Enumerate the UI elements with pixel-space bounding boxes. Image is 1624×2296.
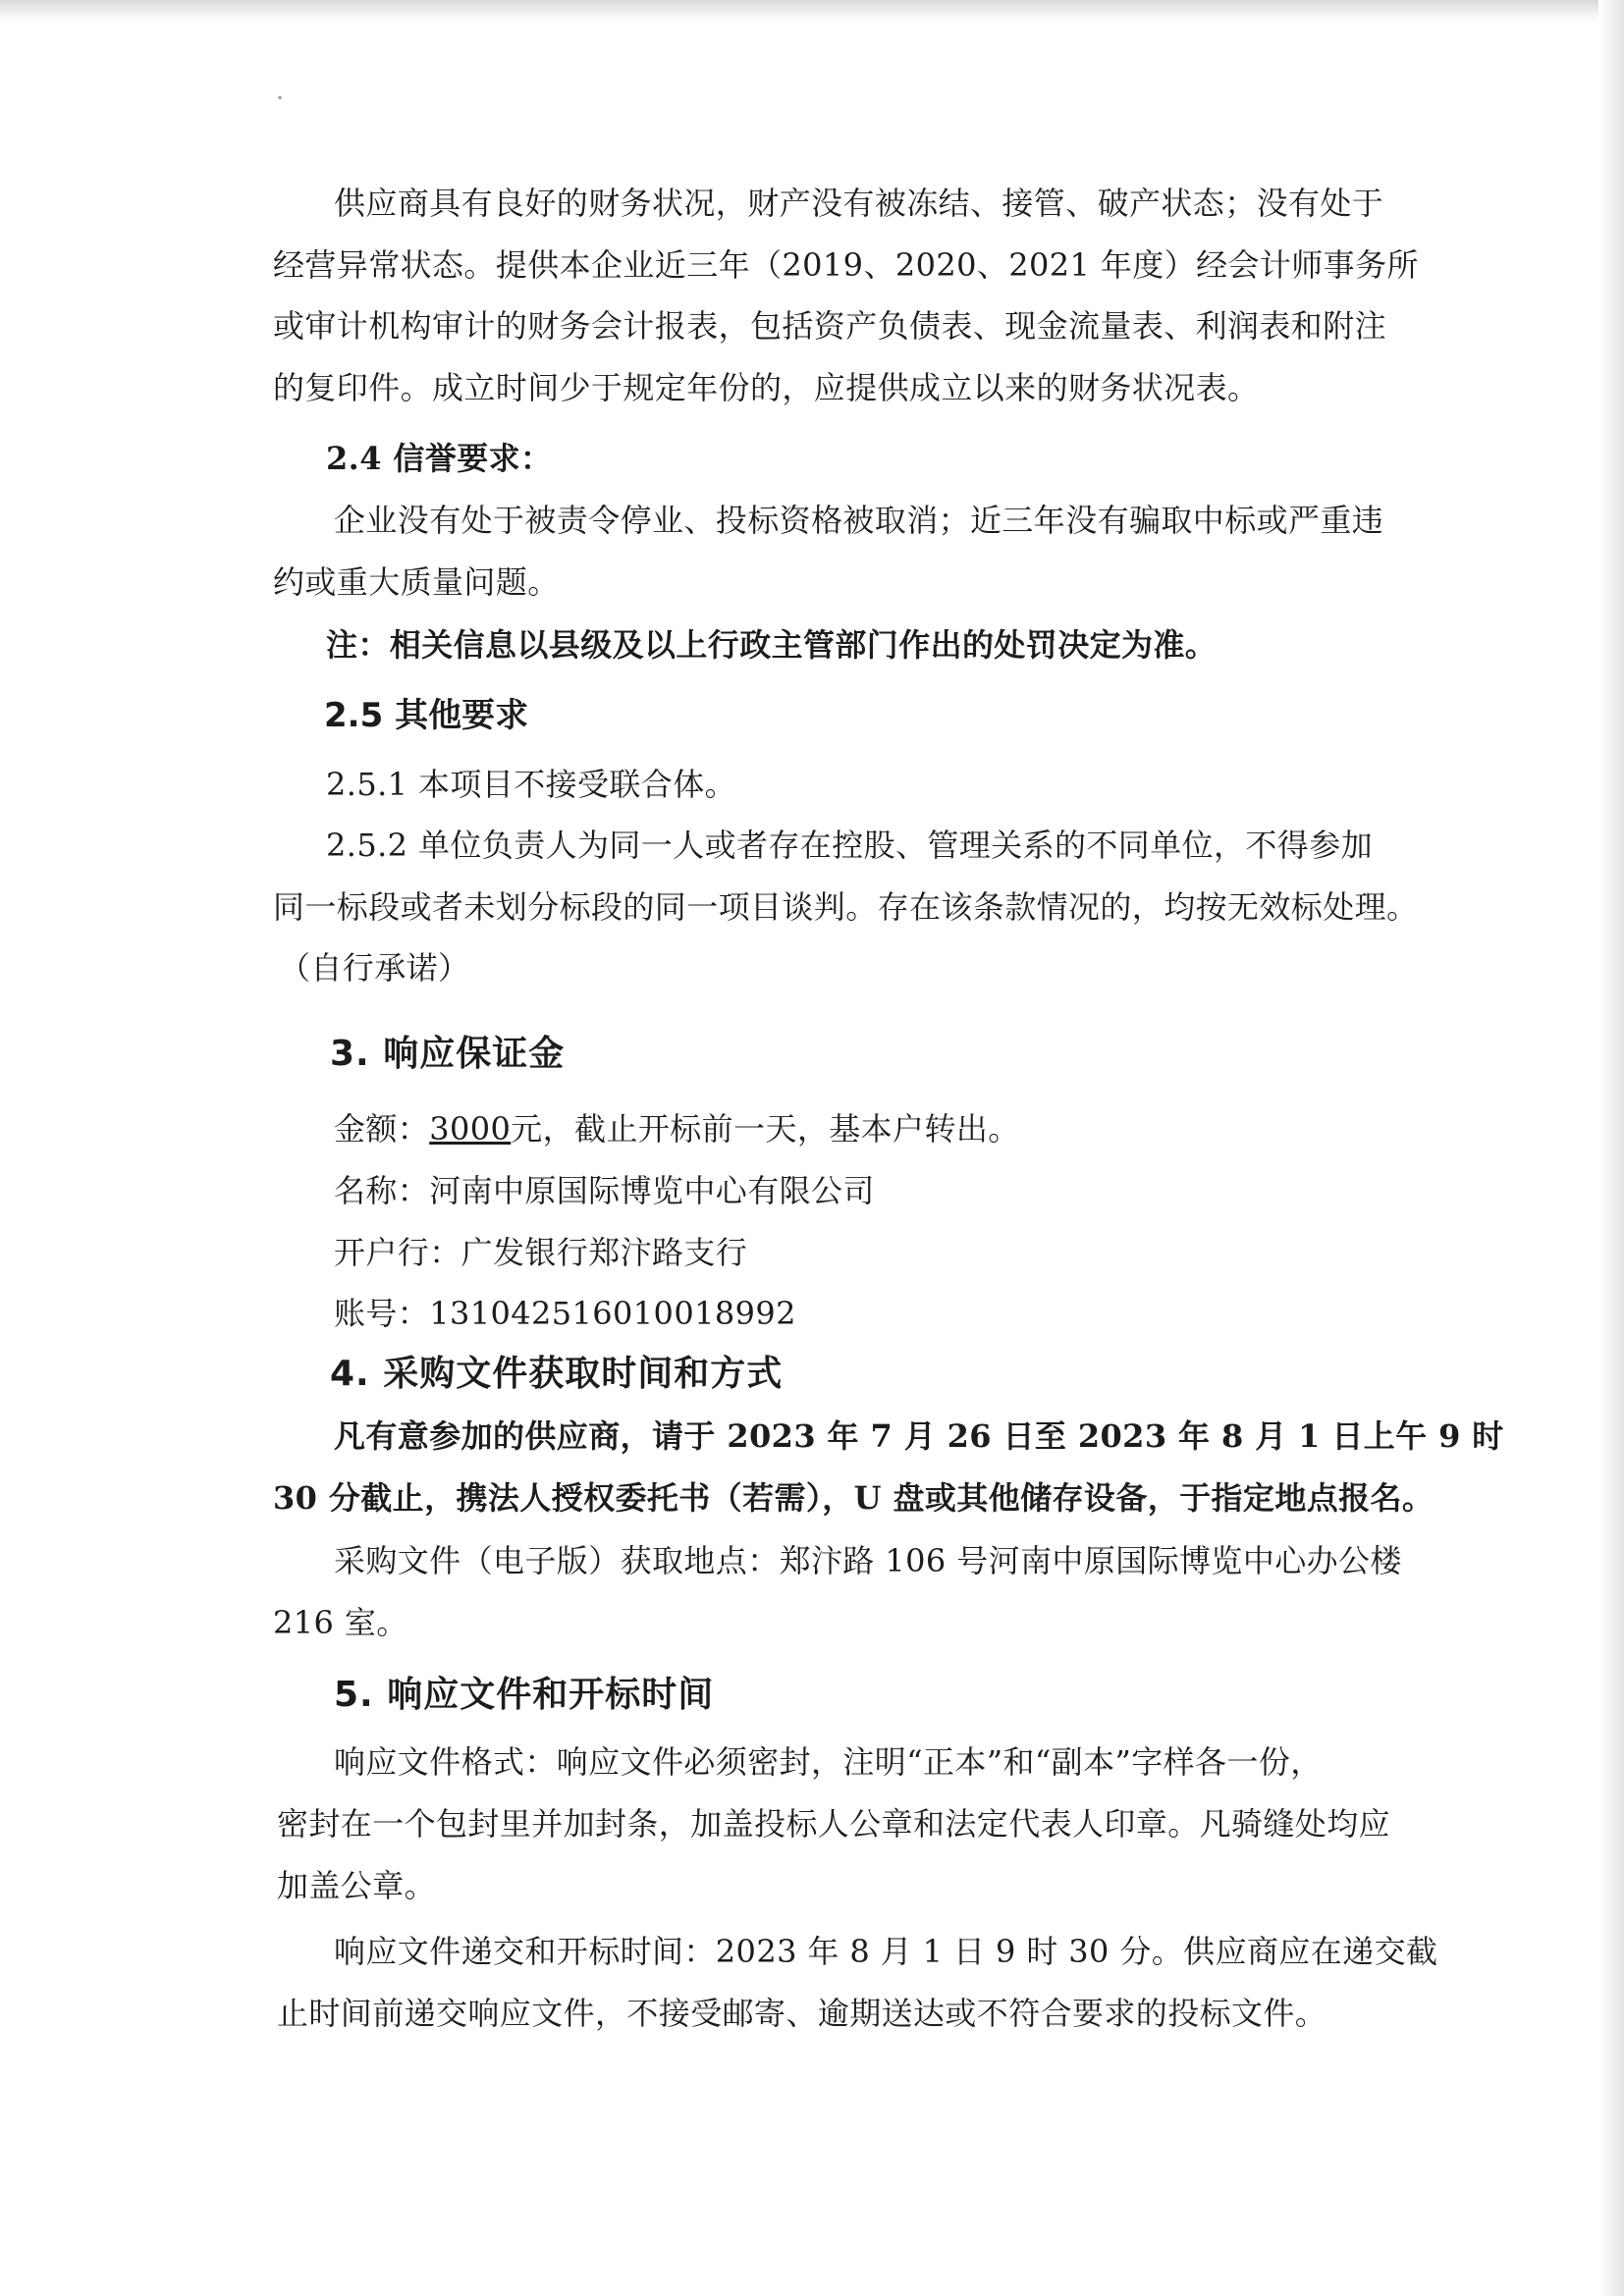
section-3-title: 3. 响应保证金 <box>330 1034 566 1074</box>
section-5-title: 5. 响应文件和开标时间 <box>334 1675 715 1715</box>
financial-paragraph-line: 的复印件。成立时间少于规定年份的，应提供成立以来的财务状况表。 <box>273 369 1260 406</box>
deposit-amount-value: 3000 <box>429 1110 512 1148</box>
self-commitment-note: （自行承诺） <box>279 949 470 987</box>
section-2-5-title: 2.5 其他要求 <box>324 696 529 735</box>
other-requirement-item: 2.5.1 本项目不接受联合体。 <box>326 766 736 803</box>
submission-time-line: 止时间前递交响应文件，不接受邮寄、逾期送达或不符合要求的投标文件。 <box>277 1995 1327 2032</box>
procurement-paragraph-line: 凡有意参加的供应商，请于 2023 年 7 月 26 日至 2023 年 8 月 1 日上午 9 时 <box>334 1417 1504 1455</box>
submission-time-line: 响应文件递交和开标时间：2023 年 8 月 1 日 9 时 30 分。供应商应在递交截 <box>334 1933 1438 1970</box>
deposit-bank: 开户行：广发银行郑汴路支行 <box>334 1234 748 1271</box>
section-4-title: 4. 采购文件获取时间和方式 <box>330 1354 784 1394</box>
deposit-account-name: 名称：河南中原国际博览中心有限公司 <box>334 1172 875 1209</box>
section-2-4-title: 2.4 信誉要求： <box>326 440 553 477</box>
response-format-line: 响应文件格式：响应文件必须密封，注明“正本”和“副本”字样各一份， <box>334 1743 1323 1781</box>
financial-paragraph-line: 供应商具有良好的财务状况，财产没有被冻结、接管、破产状态；没有处于 <box>334 185 1384 222</box>
other-requirement-item: 2.5.2 单位负责人为同一人或者存在控股、管理关系的不同单位，不得参加 <box>326 827 1373 864</box>
procurement-paragraph-line: 30 分截止，携法人授权委托书（若需），U 盘或其他储存设备，于指定地点报名。 <box>273 1479 1435 1517</box>
credit-paragraph-line: 企业没有处于被责令停业、投标资格被取消；近三年没有骗取中标或严重违 <box>334 502 1384 539</box>
deposit-amount <box>334 1109 1443 1148</box>
procurement-location-line: 采购文件（电子版）获取地点：郑汴路 106 号河南中原国际博览中心办公楼 <box>334 1542 1402 1579</box>
credit-note: 注：相关信息以县级及以上行政主管部门作出的处罚决定为准。 <box>326 626 1218 664</box>
deposit-amount-note: 元，截止开标前一天，基本户转出。 <box>511 1110 1020 1148</box>
other-requirement-item: 同一标段或者未划分标段的同一项目谈判。存在该条款情况的，均按无效标处理。 <box>273 888 1419 926</box>
credit-paragraph-line: 约或重大质量问题。 <box>273 563 560 601</box>
deposit-account-number: 账号：131042516010018992 <box>334 1295 796 1332</box>
deposit-amount-label: 金额： <box>334 1110 430 1148</box>
procurement-location-line: 216 室。 <box>273 1604 408 1641</box>
financial-paragraph-line: 或审计机构审计的财务会计报表，包括资产负债表、现金流量表、利润表和附注 <box>273 307 1387 345</box>
financial-paragraph-line: 经营异常状态。提供本企业近三年（2019、2020、2021 年度）经会计师事务所 <box>273 246 1419 284</box>
response-format-line: 密封在一个包封里并加封条，加盖投标人公章和法定代表人印章。凡骑缝处均应 <box>277 1805 1391 1842</box>
response-format-line: 加盖公章。 <box>277 1867 437 1904</box>
